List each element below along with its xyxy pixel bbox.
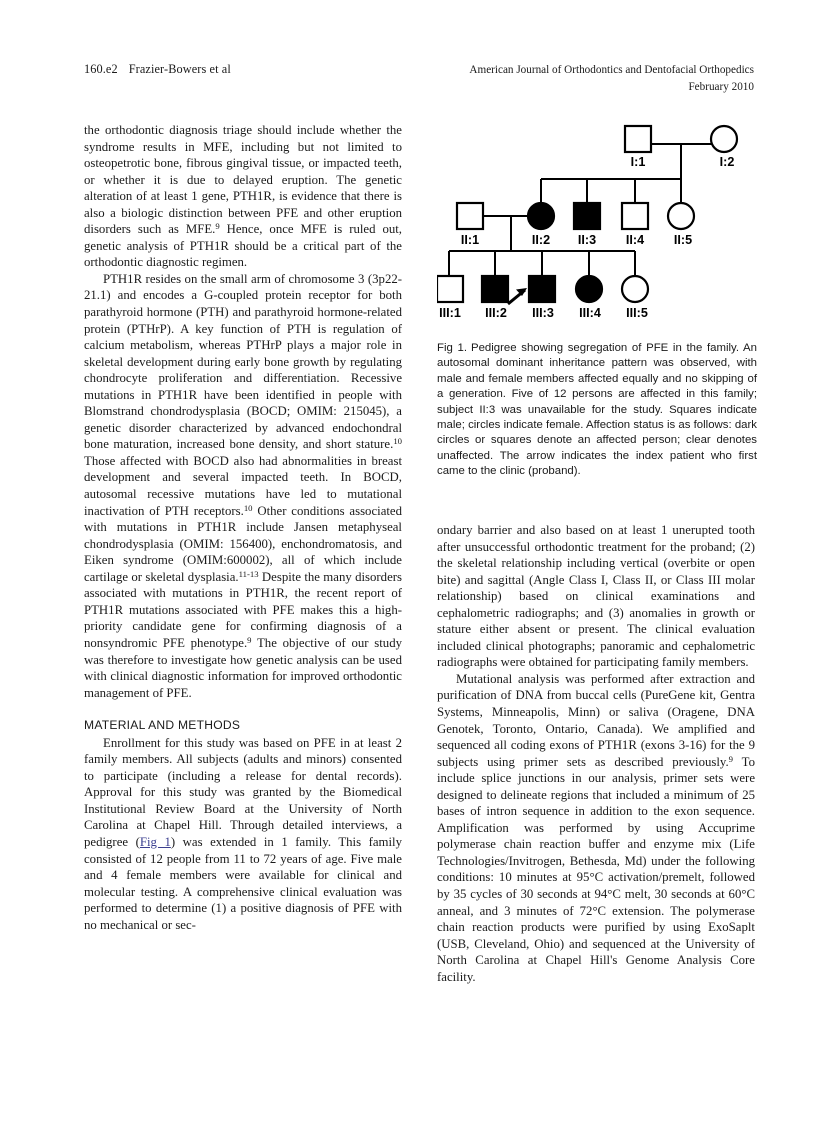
pedigree-symbol-male-unaffected-ii4 xyxy=(622,203,648,229)
page-folio: 160.e2 xyxy=(84,62,118,76)
paragraph-pth1r xyxy=(84,271,402,701)
pedigree-symbol-female-unaffected-ii5 xyxy=(668,203,694,229)
pedigree-label-ii5: II:5 xyxy=(673,233,693,247)
pedigree-symbol-female-unaffected-iii5 xyxy=(622,276,648,302)
figure-caption-text: Pedigree showing segregation of PFE in the family. An autosomal dominant inheritance pattern was observed, with male and female members affected equally and no skipping of a generation. Five of 12 persons are affected in this family; subject II:3 was unavailable for the study. Squares indicate male; circles indicate female. Affection status is as follows: dark circles or squares denote an affected person; clear denotes unaffected. The arrow indicates the index patient who first came to the clinic (proband). xyxy=(437,342,757,478)
running-head-left xyxy=(84,62,231,77)
citation-ref[interactable]: 10 xyxy=(393,436,402,447)
citation-ref[interactable]: 9 xyxy=(247,634,252,645)
pedigree-label-ii2: II:2 xyxy=(531,233,551,247)
pedigree-label-ii3: II:3 xyxy=(577,233,597,247)
pedigree-symbol-female-affected-ii2 xyxy=(528,203,554,229)
issue-date: February 2010 xyxy=(688,81,754,93)
running-head-authors: Frazier-Bowers et al xyxy=(128,62,231,76)
body-column-left xyxy=(84,122,402,933)
paragraph-text: PTH1R resides on the small arm of chromosome 3 (3p22-21.1) and encodes a G-coupled protein receptor for both parathyroid hormone (PTH) and parathyroid hormone-related protein (PTHrP). A key function of PTH is regulation of calcium metabolism, whereas PTHrP plays a major role in skeletal development during early bone growth by regulating chondrocyte proliferation and differentiation. Recessive mutations in PTH1R have been identified in people with Blomstrand chondrodysplasia (BOCD; OMIM: 215045), a genetic disorder characterized by advanced endochondral bone maturation, increased bone density, and short stature. xyxy=(84,271,402,452)
figure-label: Fig 1. xyxy=(437,342,467,354)
citation-ref[interactable]: 11-13 xyxy=(238,568,259,579)
figure-1 xyxy=(437,118,757,330)
section-heading-material-and-methods: MATERIAL AND METHODS xyxy=(84,718,241,733)
pedigree-symbol-male-affected-iii2 xyxy=(482,276,508,302)
paragraph-continuation xyxy=(84,122,402,271)
pedigree-label-iii1: III:1 xyxy=(439,306,461,320)
pedigree-label-iii4: III:4 xyxy=(579,306,601,320)
citation-ref[interactable]: 10 xyxy=(243,502,253,513)
pedigree-label-ii4: II:4 xyxy=(625,233,645,247)
citation-ref[interactable]: 9 xyxy=(215,221,220,232)
paragraph-text: Those affected with BOCD also had abnormalities in breast development and several impacted teeth. In BOCD, autosomal recessive mutations have led to mutational inactivation of PTH receptors. xyxy=(84,453,402,518)
paragraph-text: Despite the many disorders associated with mutations in PTH1R, the recent report of PTH1R mutations associated with PFE makes this a high-priority candidate gene for confirming diagnosis of a nonsyndromic PFE phenotype. xyxy=(84,569,402,650)
journal-title: American Journal of Orthodontics and Dentofacial Orthopedics xyxy=(469,64,754,76)
figure-cross-reference-link[interactable]: Fig 1 xyxy=(139,834,171,849)
running-head-right xyxy=(469,62,754,96)
paragraph-text: Mutational analysis was performed after extraction and purification of DNA from buccal cells (PureGene kit, Gentra Systems, Minneapolis, Minn) or saliva (Oragene, DNA Genotek, Toronto, Ontario, Canada). We amplified and sequenced all coding exons of PTH1R (exons 3-16) for the 9 subjects using primer sets as described previously. xyxy=(437,671,755,769)
pedigree-symbol-female-affected-iii4 xyxy=(576,276,602,302)
pedigree-label-iii3: III:3 xyxy=(532,306,554,320)
paragraph-text: Other conditions associated with mutations in PTH1R include Jansen metaphyseal chondrodysplasia (OMIM: 156400), enchondromatosis, and Eiken syndrome (OMIM:600002), all of which include cartilage or skeletal dysplasia. xyxy=(84,503,403,584)
proband-arrow-icon xyxy=(508,288,527,304)
paragraph-mutational-analysis xyxy=(437,671,755,985)
pedigree-symbol-male-unaffected-ii1 xyxy=(457,203,483,229)
pedigree-chart xyxy=(437,118,757,330)
paragraph-text: ondary barrier and also based on at least 1 unerupted tooth after unsuccessful orthodontic treatment for the proband; (2) the skeletal relationship including vertical (overbite or open bite) and sagittal (Angle Class I, Class II, or Class III molar relationship) based on clinical examinations and cephalometric radiographs; and (3) anomalies in growth or stature either absent or present. The clinical evaluation included clinical photographs; panoramic and cephalometric radiographs were obtained for participating family members. xyxy=(437,523,755,670)
paragraph-text: Enrollment for this study was based on PFE in at least 2 family members. All subjects (adults and minors) consented to participate (including a release for dental records). Approval for this study was granted by the Biomedical Institutional Review Board at the University of North Carolina at Chapel Hill. Through detailed interviews, a pedigree ( xyxy=(84,735,402,849)
running-head xyxy=(84,62,754,104)
pedigree-symbol-male-unaffected-i1 xyxy=(625,126,651,152)
body-column-right xyxy=(437,522,755,985)
pedigree-label-i2: I:2 xyxy=(719,155,735,169)
pedigree-symbol-male-unaffected-iii1 xyxy=(437,276,463,302)
paragraph-text: the orthodontic diagnosis triage should include whether the syndrome results in MFE, including but not limited to osteopetrotic bone, fibrous gingival tissue, or impacted teeth, or whether it is due to delayed eruption. The genetic alteration of at least 1 gene, PTH1R, is evidence that there is also a biologic distinction between PFE and other eruption disorders such as MFE. xyxy=(84,123,402,237)
pedigree-label-iii2: III:2 xyxy=(485,306,507,320)
pedigree-label-ii1: II:1 xyxy=(460,233,480,247)
pedigree-label-i1: I:1 xyxy=(630,155,646,169)
pedigree-label-iii5: III:5 xyxy=(626,306,648,320)
paragraph-text: To include splice junctions in our analysis, primer sets were designed to delineate regions that included a minimum of 25 bases of intron sequence in addition to the exon sequence. Amplification was performed by using Accuprime polymerase chain reaction buffer and enzyme mix (Life Technologies/Invitrogen, Bethesda, Md) under the following conditions: 10 minutes at 95°C activation/premelt, followed by 35 cycles of 30 seconds at 94°C melt, 30 seconds at 60°C anneal, and 3 minutes of 72°C extension. The polymerase chain reaction products were purified by using ExoSaplt (USB, Cleveland, Ohio) and sequenced at the University of North Carolina at Chapel Hill's Genome Analysis Core facility. xyxy=(437,754,755,984)
paragraph-text: The objective of our study was therefore to investigate how genetic analysis can be used with clinical diagnostic information for improved orthodontic management of PFE. xyxy=(84,635,402,700)
figure-1-caption xyxy=(437,341,757,480)
paragraph-text: ) was extended in 1 family. This family consisted of 12 people from 11 to 72 years of age. Five male and 4 female members were available for clinical and molecular testing. A comprehensive clinical evaluation was performed to determine (1) a positive diagnosis of PFE with no mechanical or sec- xyxy=(84,834,403,932)
paragraph-continuation-right xyxy=(437,522,755,671)
paragraph-enrollment xyxy=(84,735,402,934)
citation-ref[interactable]: 9 xyxy=(728,753,734,764)
pedigree-symbol-male-affected-ii3 xyxy=(574,203,600,229)
pedigree-symbol-male-affected-iii3 xyxy=(529,276,555,302)
pedigree-svg xyxy=(437,118,757,330)
pedigree-symbol-female-unaffected-i2 xyxy=(711,126,737,152)
paragraph-text-cont: Hence, once MFE is ruled out, genetic analysis of PTH1R should be a critical part of the orthodontic diagnostic regimen. xyxy=(84,222,402,270)
